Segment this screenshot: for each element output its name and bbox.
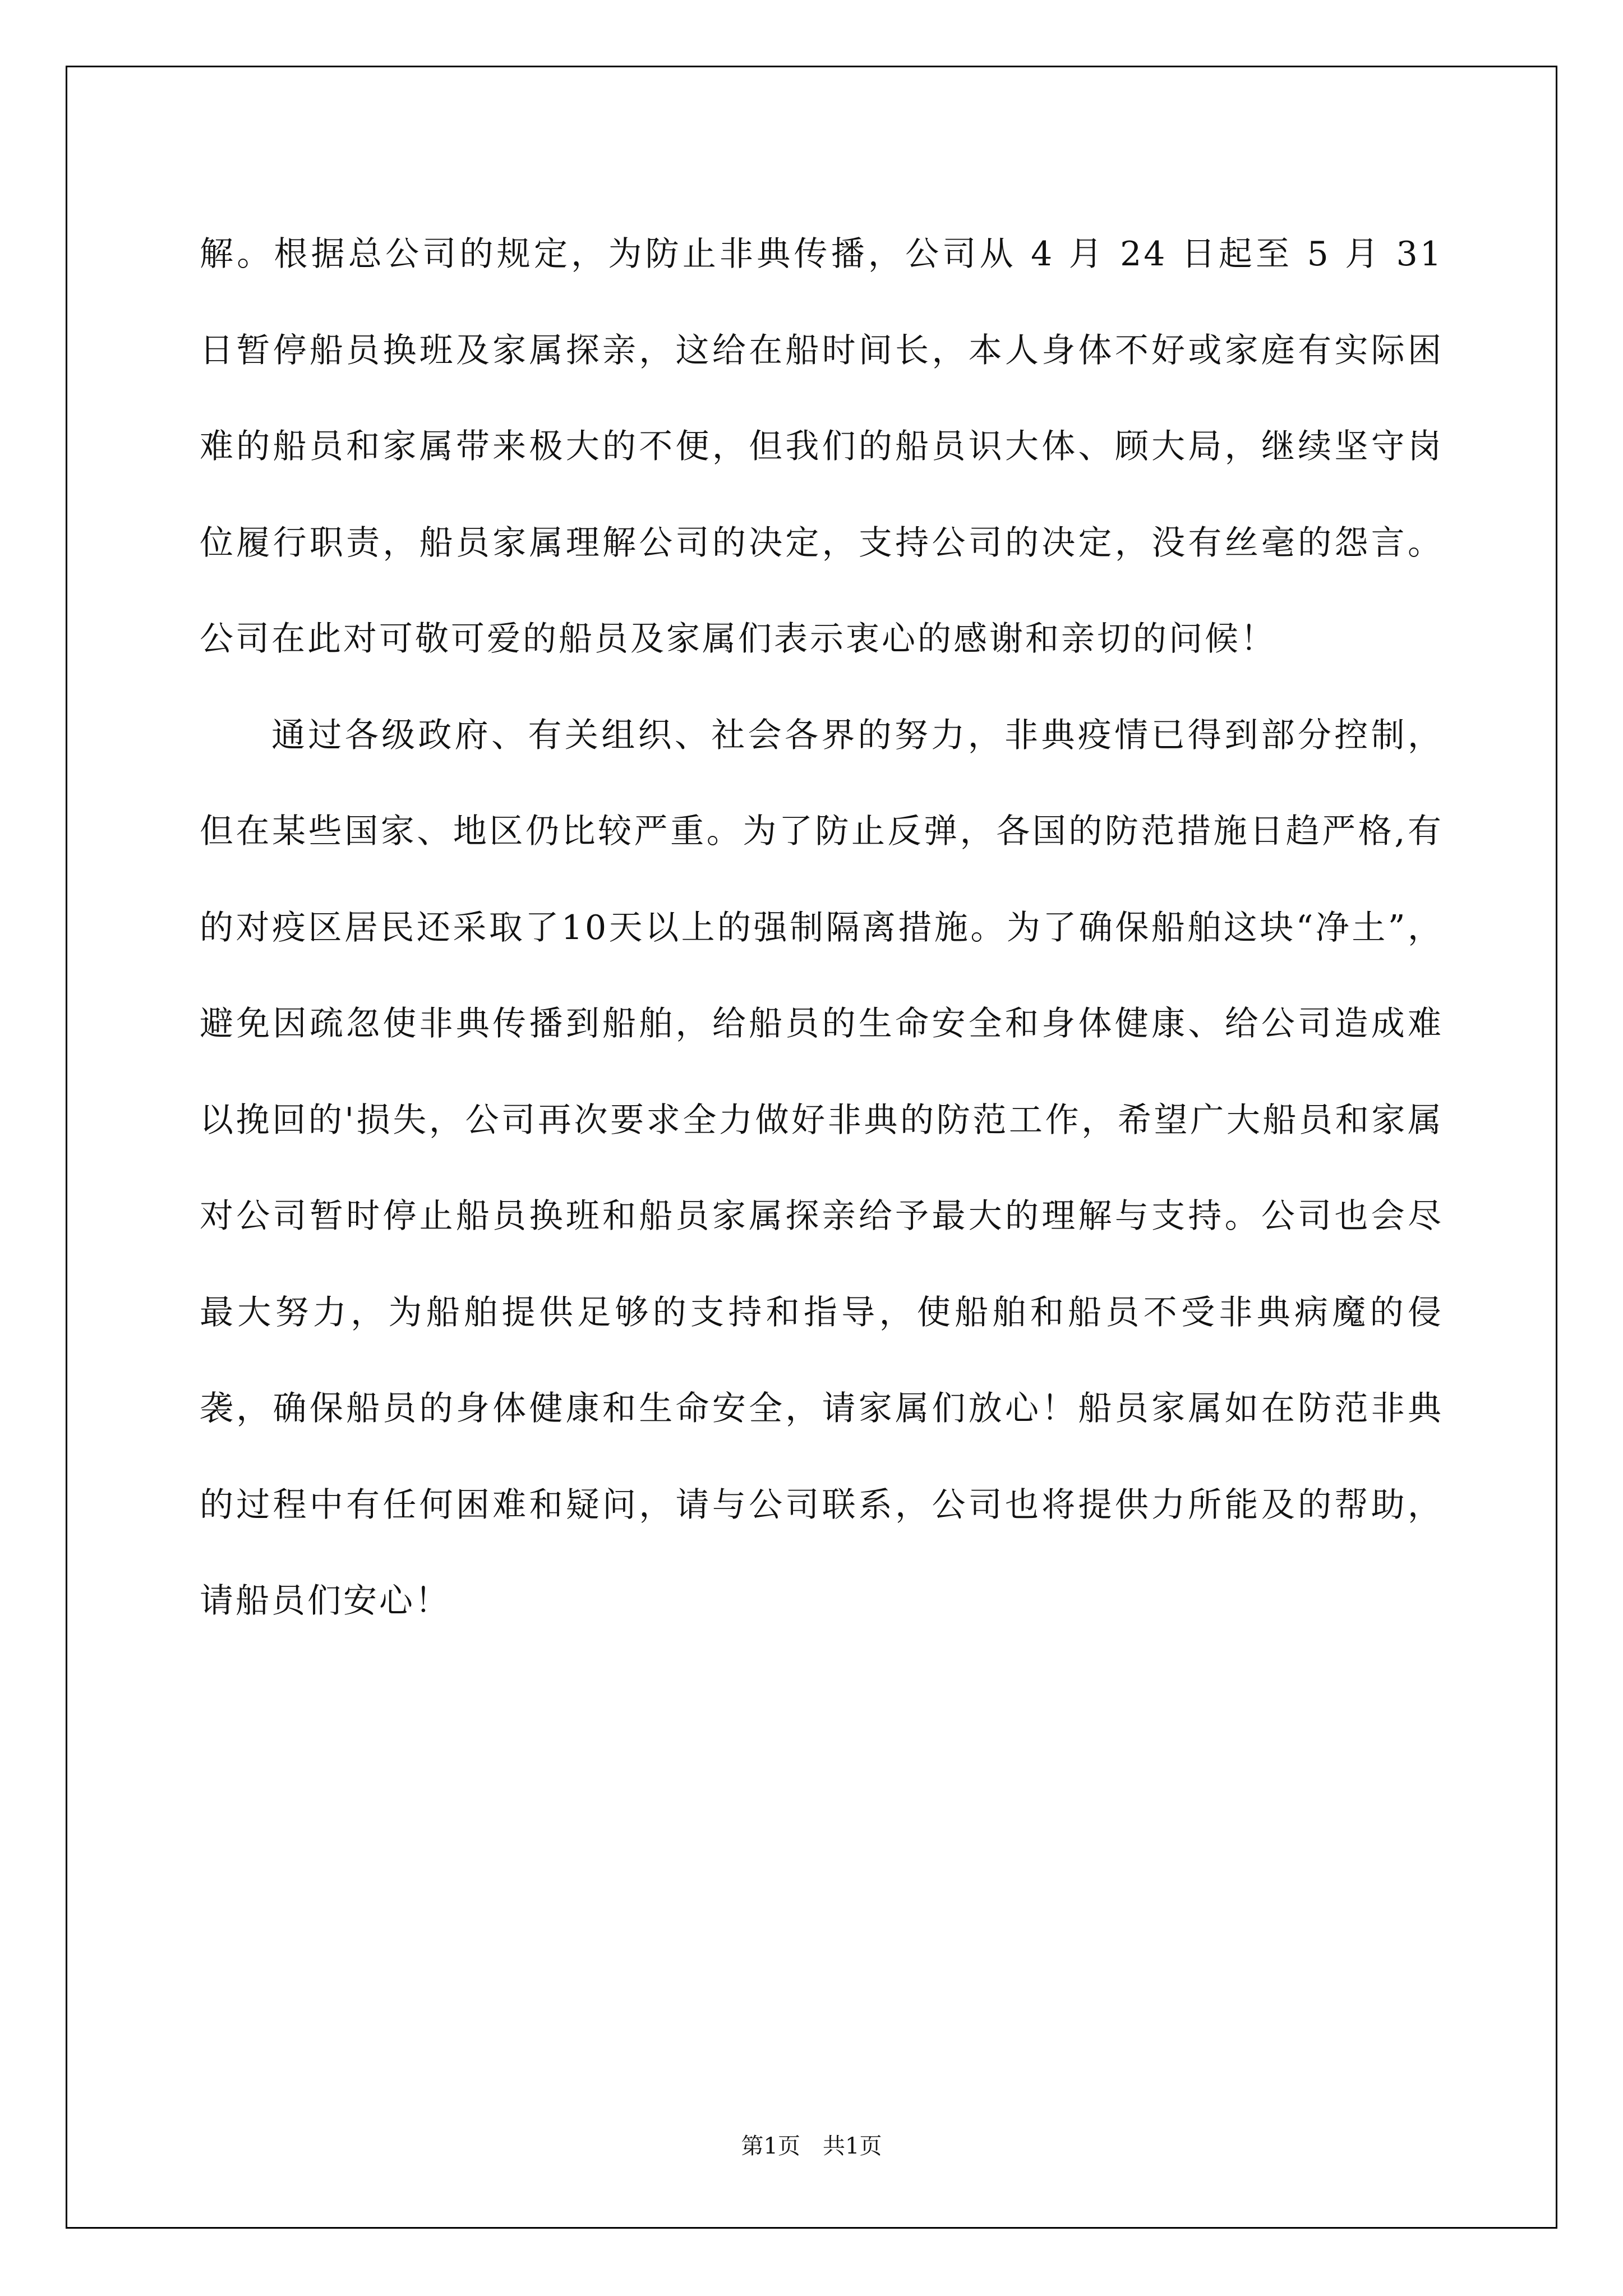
document-body — [200, 206, 1444, 1650]
page-number-footer: 第1页 共1页 — [741, 2133, 882, 2159]
paragraph-2: 通过各级政府、有关组织、社会各界的努力，非典疫情已得到部分控制，但在某些国家、地区仍比较严重。为了防止反弹，各国的防范措施日趋严格,有的对疫区居民还采取了10天以上的强制隔离措施。为了确保船舶这块“净土”，避免因疏忽使非典传播到船舶，给船员的生命安全和身体健康、给公司造成难以挽回的'损失，公司再次要求全力做好非典的防范工作，希望广大船员和家属对公司暂时停止船员换班和船员家属探亲给予最大的理解与支持。公司也会尽最大努力，为船舶提供足够的支持和指导，使船舶和船员不受非典病魔的侵袭，确保船员的身体健康和生命安全，请家属们放心！船员家属如在防范非典的过程中有任何困难和疑问，请与公司联系，公司也将提供力所能及的帮助，请船员们安心！ — [200, 715, 1444, 1621]
paragraph-1: 解。根据总公司的规定，为防止非典传播，公司从 4 月 24 日起至 5 月 31 日暂停船员换班及家属探亲，这给在船时间长，本人身体不好或家庭有实际困难的船员和家属带来极大的不便，但我们的船员识大体、顾大局，继续坚守岗位履行职责，船员家属理解公司的决定，支持公司的决定，没有丝毫的怨言。公司在此对可敬可爱的船员及家属们表示衷心的感谢和亲切的问候！ — [200, 234, 1444, 659]
